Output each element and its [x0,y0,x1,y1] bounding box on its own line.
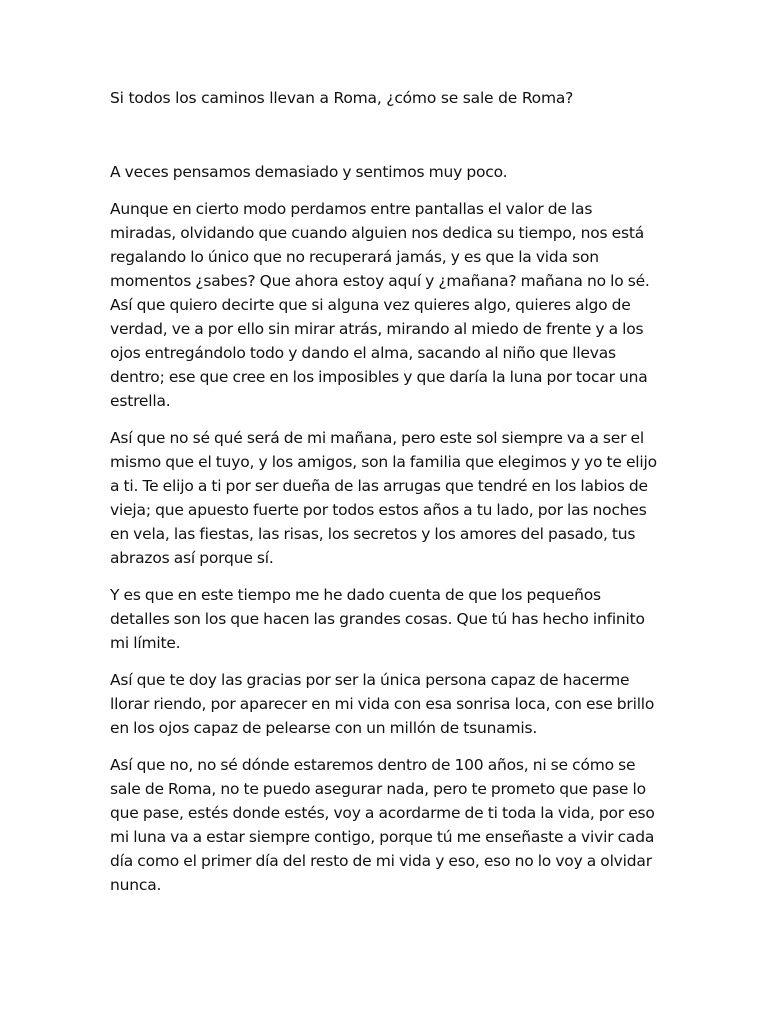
paragraph-1: A veces pensamos demasiado y sentimos muy poco. [110,163,508,181]
document-title: Si todos los caminos llevan a Roma, ¿cómo se sale de Roma? [110,89,574,107]
paragraph-5: Así que te doy las gracias por ser la única persona capaz de hacerme llorar riendo, por aparecer en mi vida con esa sonrisa loca, con ese brillo en los ojos capaz de pelearse con un millón de tsunamis. [110,671,655,737]
paragraph-3: Así que no sé qué será de mi mañana, pero este sol siempre va a ser el mismo que el tuyo, y los amigos, son la familia que elegimos y yo te elijo a ti. Te elijo a ti por ser dueña de las arrugas que tendré en los labios de vieja; que apuesto fuerte por todos estos años a tu lado, por las noches en vela, las fiestas, las risas, los secretos y los amores del pasado, tus abrazos así porque sí. [110,429,657,567]
paragraph-2: Aunque en cierto modo perdamos entre pantallas el valor de las miradas, olvidando que cuando alguien nos dedica su tiempo, nos está regalando lo único que no recuperará jamás, y es que la vida son momentos ¿sabes? Que ahora estoy aquí y ¿mañana? mañana no lo sé. Así que quiero decirte que si alguna vez quieres algo, quieres algo de verdad, ve a por ello sin mirar atrás, mirando al miedo de frente y a los ojos entregándolo todo y dando el alma, sacando al niño que llevas dentro; ese que cree en los imposibles y que daría la luna por tocar una estrella. [110,200,650,410]
paragraph-4: Y es que en este tiempo me he dado cuenta de que los pequeños detalles son los que hacen las grandes cosas. Que tú has hecho infinito mi límite. [110,586,645,652]
paragraph-6: Así que no, no sé dónde estaremos dentro de 100 años, ni se cómo se sale de Roma, no te puedo asegurar nada, pero te prometo que pase lo que pase, estés donde estés, voy a acordarme de ti toda la vida, por eso mi luna va a estar siempre contigo, porque tú me enseñaste a vivir cada día como el primer día del resto de mi vida y eso, eso no lo voy a olvidar nunca. [110,756,655,894]
document-page [110,86,660,910]
